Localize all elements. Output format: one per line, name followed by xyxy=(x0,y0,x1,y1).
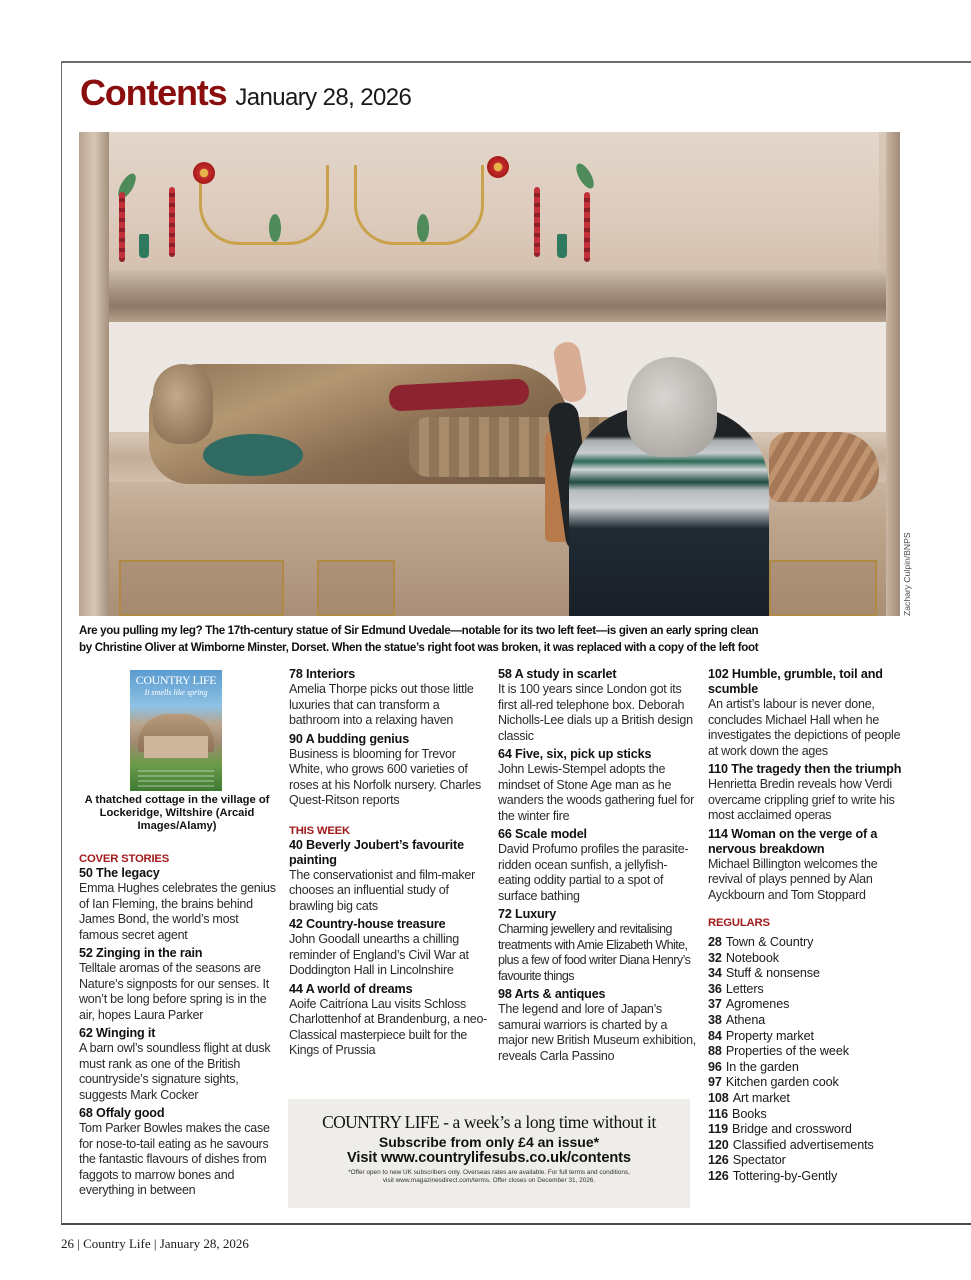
contents-entry[interactable] xyxy=(498,907,698,984)
page-number: 126 xyxy=(708,1153,729,1168)
cover-strapline xyxy=(138,770,214,788)
contents-entry[interactable] xyxy=(289,982,489,1059)
regular-item[interactable] xyxy=(708,1138,908,1154)
restorer-hair xyxy=(627,357,717,457)
page-number: 119 xyxy=(708,1122,729,1137)
promo-headline xyxy=(288,1112,690,1133)
page-number: 97 xyxy=(708,1075,722,1090)
page-number: 116 xyxy=(708,1106,729,1121)
tomb-panel xyxy=(769,560,877,616)
contents-entry[interactable] xyxy=(498,747,698,824)
page-number: 88 xyxy=(708,1044,722,1059)
entry-title: 72 Luxury xyxy=(498,907,557,921)
tudor-rose xyxy=(193,162,215,184)
page-number: 84 xyxy=(708,1028,722,1043)
page-number: 28 xyxy=(708,935,722,949)
promo-tagline: - a week’s a long time without it xyxy=(439,1112,656,1132)
regular-item[interactable] xyxy=(708,982,908,998)
regular-item[interactable] xyxy=(708,951,908,967)
caption-line: Are you pulling my leg? The 17th-century statue of Sir Edmund Uvedale—notable for its two left feet—is given an early spring clean xyxy=(79,624,759,637)
entry-title: 40 Beverly Joubert’s favourite painting xyxy=(289,837,464,867)
entry-title: 64 Five, six, pick up sticks xyxy=(498,747,652,761)
subscription-promo[interactable] xyxy=(288,1099,690,1208)
entry-title: 66 Scale model xyxy=(498,827,587,841)
entry-title: 114 Woman on the verge of a nervous breakdown xyxy=(708,826,878,856)
entry-body: Business is blooming for Trevor White, who grows 600 varieties of roses at his Norfolk nursery. Charles Quest-Ritson reports xyxy=(289,746,481,807)
cover-line: It smells like spring xyxy=(144,688,208,697)
regular-item[interactable] xyxy=(708,1029,908,1045)
regular-label: Spectator xyxy=(732,1153,786,1168)
regular-label: Bridge and crossword xyxy=(732,1122,852,1137)
fine-print-line: *Offer open to new UK subscribers only. Overseas rates are available. For full terms and conditions, xyxy=(348,1169,630,1176)
regular-item[interactable] xyxy=(708,1169,908,1185)
tassel-ornament xyxy=(139,234,149,258)
contents-entry[interactable] xyxy=(289,917,489,979)
entry-title: 102 Humble, grumble, toil and scumble xyxy=(708,667,883,696)
promo-fine-print xyxy=(288,1169,690,1186)
page-number: 126 xyxy=(708,1168,729,1183)
promo-brand: COUNTRY LIFE xyxy=(322,1112,440,1132)
page-folio: 26 | Country Life | January 28, 2026 xyxy=(61,1236,249,1251)
ribbon-ornament xyxy=(169,187,175,257)
page-number: 37 xyxy=(708,997,722,1012)
column-two xyxy=(289,667,489,1062)
entry-body: John Lewis-Stempel adopts the mindset of Stone Age man as he wanders the woods gathering fuel for the winter fire xyxy=(498,762,694,823)
leaf-ornament xyxy=(269,214,281,242)
regular-label: Athena xyxy=(725,1012,766,1027)
contents-entry[interactable] xyxy=(498,827,698,904)
regular-label: Notebook xyxy=(725,950,779,965)
ribbon-ornament xyxy=(534,187,540,257)
cottage-walls xyxy=(144,736,208,758)
entry-title: 90 A budding genius xyxy=(289,731,410,746)
regular-item[interactable] xyxy=(708,1044,908,1060)
entry-body: It is 100 years since London got its first all-red telephone box. Deborah Nicholls-Lee dials up a British design classic xyxy=(498,682,693,743)
page-title xyxy=(80,72,411,122)
contents-entry[interactable] xyxy=(498,987,698,1064)
column-three xyxy=(498,667,698,1067)
regular-item[interactable] xyxy=(708,1091,908,1107)
section-heading-this-week: THIS WEEK xyxy=(289,824,350,837)
page-number: 96 xyxy=(708,1059,722,1074)
contents-entry[interactable] xyxy=(79,946,279,1023)
contents-entry[interactable] xyxy=(79,1106,279,1199)
contents-heading: Contents xyxy=(80,72,227,113)
regular-item[interactable] xyxy=(708,997,908,1013)
leaf-ornament xyxy=(417,214,429,242)
page-number: 38 xyxy=(708,1012,722,1027)
regular-item[interactable] xyxy=(708,966,908,982)
page-number: 120 xyxy=(708,1137,729,1152)
section-heading-regulars: REGULARS xyxy=(708,917,770,929)
regular-label: Stuff & nonsense xyxy=(725,966,820,981)
hero-photo xyxy=(79,132,900,616)
regular-item[interactable] xyxy=(708,1013,908,1029)
stone-column xyxy=(886,132,900,616)
promo-offer: Subscribe from only £4 an issue* xyxy=(378,1134,600,1150)
regular-item[interactable] xyxy=(708,1075,908,1091)
regular-label: Kitchen garden cook xyxy=(725,1075,839,1090)
tomb-chest xyxy=(79,482,900,616)
tassel-ornament xyxy=(557,234,567,258)
fine-print-line: visit www.magazinesdirect.com/terms. Offer closes on December 31, 2026. xyxy=(382,1177,596,1185)
regular-label: Tottering-by-Gently xyxy=(732,1168,838,1183)
contents-entry[interactable] xyxy=(289,838,489,915)
entry-body: Aoife Caitríona Lau visits Schloss Charlottenhof at Brandenburg, a neo-Classical masterpiece built for the Kings of Prussia xyxy=(289,996,488,1057)
regular-label: Town & Country xyxy=(725,935,814,949)
tomb-panel xyxy=(119,560,284,616)
tudor-rose xyxy=(487,156,509,178)
regular-item[interactable] xyxy=(708,1060,908,1076)
entry-title: 98 Arts & antiques xyxy=(498,987,606,1001)
regular-label: Books xyxy=(732,1106,767,1121)
caption-line: by Christine Oliver at Wimborne Minster, Dorset. When the statue’s right foot was broken, it was replaced with a copy of the left foot xyxy=(79,641,759,654)
page-number: 34 xyxy=(708,966,722,981)
entry-body: The conservationist and film-maker chooses an influential study of brawling big cats xyxy=(289,867,476,913)
entry-title: 62 Winging it xyxy=(79,1026,156,1040)
contents-entry[interactable] xyxy=(708,827,908,904)
entry-body: Michael Billington welcomes the revival of plays penned by Alan Ayckbourn and Tom Stoppard xyxy=(708,856,878,902)
cover-masthead: COUNTRY LIFE xyxy=(135,673,217,687)
regular-label: Classified advertisements xyxy=(732,1137,874,1152)
entry-title: 52 Zinging in the rain xyxy=(79,946,203,960)
entry-body: The legend and lore of Japan’s samurai warriors is charted by a major new British Museum exhibition, reveals Carla Passino xyxy=(498,1002,697,1063)
contents-entry[interactable] xyxy=(289,732,489,809)
entry-body: Henrietta Bredin reveals how Verdi overcame crippling grief to write his most acclaimed operas xyxy=(708,777,895,822)
entry-body: Charming jewellery and revitalising treatments with Amie Elizabeth White, plus a few of food writer Diana Henry’s favourite things xyxy=(498,922,691,983)
regular-label: Properties of the week xyxy=(725,1044,849,1059)
regular-item[interactable] xyxy=(708,935,908,951)
contents-entry[interactable] xyxy=(79,866,279,943)
ribbon-ornament xyxy=(584,192,590,262)
regular-label: Agromenes xyxy=(725,997,790,1012)
regular-item[interactable] xyxy=(708,1122,908,1138)
entry-title: 78 Interiors xyxy=(289,667,356,681)
stone-column xyxy=(79,132,109,616)
cover-stories-column xyxy=(79,852,279,1202)
entry-body: Amelia Thorpe picks out those little luxuries that can transform a bathroom into a relaxing haven xyxy=(289,682,474,727)
entry-body: A barn owl’s soundless flight at dusk must rank as one of the British countryside’s signature sights, suggests Mark Cocker xyxy=(79,1041,271,1102)
entry-body: Telltale aromas of the seasons are Nature’s signposts for our senses. It won’t be long before spring is in the air, hopes Laura Parker xyxy=(79,961,269,1022)
promo-url-link[interactable]: Visit www.countrylifesubs.co.uk/contents xyxy=(347,1150,631,1166)
entry-title: 50 The legacy xyxy=(79,866,160,880)
contents-entry[interactable] xyxy=(708,667,908,759)
regular-label: Art market xyxy=(732,1090,790,1105)
ribbon-ornament xyxy=(119,192,125,262)
entry-body: John Goodall unearths a chilling reminder of England’s Civil War at Doddington Hall in Lincolnshire xyxy=(289,932,469,977)
statue-foot xyxy=(769,432,879,502)
entry-title: 44 A world of dreams xyxy=(289,981,413,996)
stone-cornice xyxy=(107,270,887,322)
contents-entry[interactable] xyxy=(79,1026,279,1103)
contents-entry[interactable] xyxy=(289,667,489,729)
entry-body: An artist’s labour is never done, concludes Michael Hall when he investigates the depictions of people at work down the ages xyxy=(708,697,901,758)
regulars-list xyxy=(708,935,908,1185)
entry-title: 58 A study in scarlet xyxy=(498,667,617,681)
regular-item[interactable] xyxy=(708,1107,908,1123)
gold-cartouche-left xyxy=(199,165,329,245)
cover-caption: A thatched cottage in the village of Lockeridge, Wiltshire (Arcaid Images/Alamy) xyxy=(84,794,270,833)
issue-date: January 28, 2026 xyxy=(235,84,412,111)
page-number: 108 xyxy=(708,1090,729,1105)
cover-thumbnail[interactable] xyxy=(130,670,222,791)
contents-entry[interactable] xyxy=(498,667,698,744)
entry-title: 110 The tragedy then the triumph xyxy=(708,762,902,776)
entry-body: David Profumo profiles the parasite-ridden ocean sunfish, a jellyfish-eating oddity partial to a spot of surface bathing xyxy=(498,842,689,903)
entry-title: 68 Offaly good xyxy=(79,1106,165,1120)
contents-entry[interactable] xyxy=(708,762,908,824)
photo-caption xyxy=(79,622,909,656)
green-cushion xyxy=(203,434,303,476)
page-number: 36 xyxy=(708,981,722,996)
page-number: 32 xyxy=(708,950,722,965)
regular-label: Letters xyxy=(725,981,764,996)
entry-title: 42 Country-house treasure xyxy=(289,917,446,931)
regular-label: Property market xyxy=(725,1028,814,1043)
regular-label: In the garden xyxy=(725,1059,799,1074)
entry-body: Emma Hughes celebrates the genius of Ian Fleming, the brains behind James Bond, the world’s most famous secret agent xyxy=(79,881,276,942)
photo-credit: Zachary Culpin/BNPS xyxy=(902,532,912,616)
section-heading-cover-stories: COVER STORIES xyxy=(79,853,170,865)
tomb-panel xyxy=(317,560,395,616)
effigy-head xyxy=(153,364,213,444)
column-four xyxy=(708,667,908,1185)
regular-item[interactable] xyxy=(708,1153,908,1169)
entry-body: Tom Parker Bowles makes the case for nose-to-tail eating as he savours the fantastic flavours of dishes from faggots to marrow bones and everything in between xyxy=(79,1121,270,1197)
